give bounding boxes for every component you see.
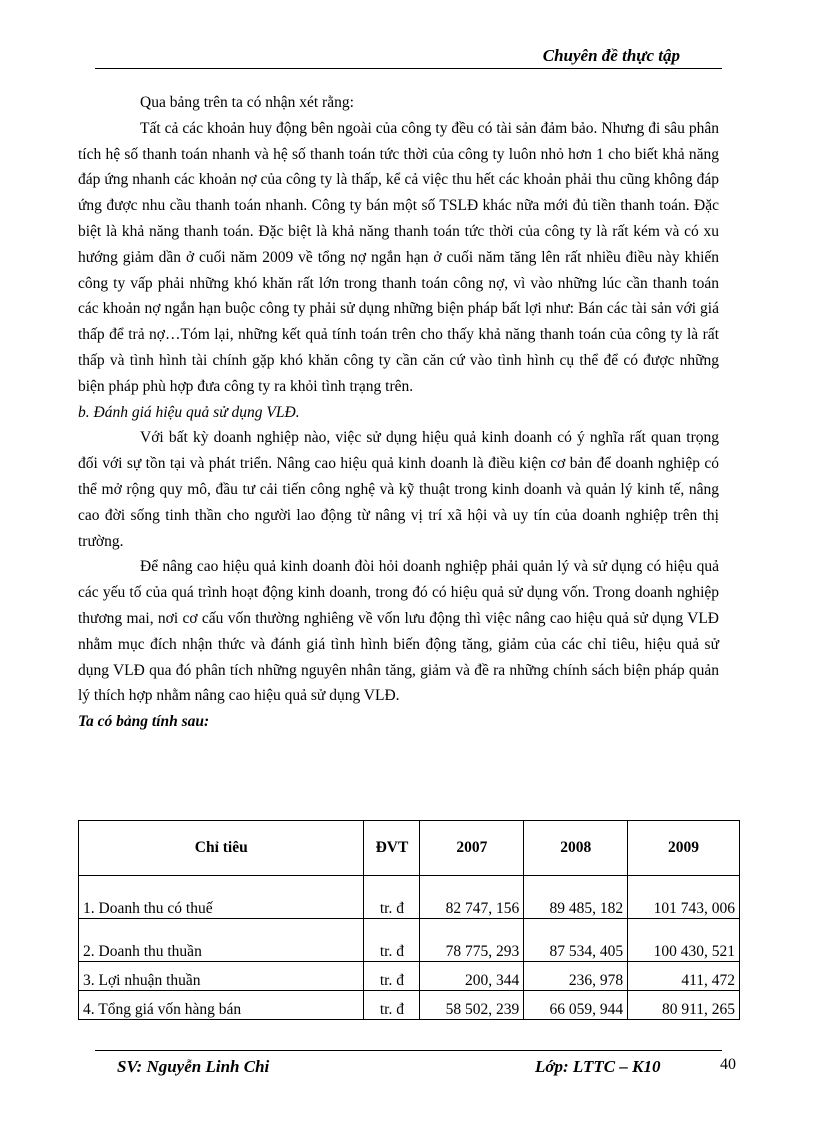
table-cell-unit: tr. đ (364, 876, 420, 919)
data-table (78, 820, 740, 1020)
table-row (79, 876, 740, 919)
table-cell-value: 87 534, 405 (524, 919, 628, 962)
column-header: Chỉ tiêu (79, 821, 364, 876)
header-title: Chuyên đề thực tập (542, 46, 680, 65)
table-cell-label: 4. Tổng giá vốn hàng bán (79, 991, 364, 1020)
table-cell-value: 89 485, 182 (524, 876, 628, 919)
table-cell-unit: tr. đ (364, 962, 420, 991)
page-number: 40 (720, 1056, 736, 1073)
page-footer (95, 1050, 722, 1076)
paragraph-efficiency-importance: Với bất kỳ doanh nghiệp nào, việc sử dụng hiệu quả kinh doanh có ý nghĩa rất quan trọng đối với sự tồn tại và phát triển. Nâng cao hiệu quả kinh doanh là điều kiện cơ bản để doanh nghiệp có thể mở rộng quy mô, đầu tư cải tiến công nghệ và kỹ thuật trong kinh doanh và quản lý kinh tế, nâng cao đời sống tinh thần cho người lao động từ nâng vị trí xã hội và uy tín của doanh nghiệp trên thị trường. (78, 429, 719, 550)
student-name: SV: Nguyễn Linh Chi (117, 1057, 270, 1076)
column-header: ĐVT (364, 821, 420, 876)
table-cell-value: 100 430, 521 (628, 919, 740, 962)
table-row (79, 919, 740, 962)
table-cell-value: 66 059, 944 (524, 991, 628, 1020)
table-cell-value: 200, 344 (420, 962, 524, 991)
table-header-row (79, 821, 740, 876)
table-cell-value: 101 743, 006 (628, 876, 740, 919)
table-cell-unit: tr. đ (364, 991, 420, 1020)
table-cell-value: 411, 472 (628, 962, 740, 991)
table-cell-value: 80 911, 265 (628, 991, 740, 1020)
table-cell-value: 236, 978 (524, 962, 628, 991)
table-cell-label: 1. Doanh thu có thuế (79, 876, 364, 919)
paragraph-intro: Qua bảng trên ta có nhận xét rằng: (140, 94, 354, 111)
page-header (95, 46, 722, 69)
paragraph-liquidity-analysis: Tất cả các khoản huy động bên ngoài của công ty đều có tài sản đảm bảo. Nhưng đi sâu phân tích hệ số thanh toán nhanh và hệ số thanh toán tức thời của công ty luôn nhỏ hơn 1 cho biết khả năng đáp ứng nhanh các khoản nợ của công ty là thấp, kể cả việc thu hết các khoản phải thu cũng không đáp ứng được nhu cầu thanh toán nhanh. Công ty bán một số TSLĐ khác nữa mới đủ tiền thanh toán. Đặc biệt là khả năng thanh toán. Đặc biệt là khả năng thanh toán tức thời của công ty là rất kém và có xu hướng giảm dần ở cuối năm 2009 về tổng nợ ngắn hạn ở cuối năm tăng lên rất nhiều điều này khiến công ty vấp phải những khó khăn rất lớn trong thanh toán công nợ, vì vào những lúc cần thanh toán các khoản nợ ngắn hạn buộc công ty phải sử dụng những biện pháp bất lợi như: Bán các tài sản với giá thấp để trả nợ…Tóm lại, những kết quả tính toán trên cho thấy khả năng thanh toán của công ty là rất thấp và tình hình tài chính gặp khó khăn công ty cần căn cứ vào tình hình cụ thể để có được những biện pháp phù hợp đưa công ty ra khỏi tình trạng trên. (78, 119, 719, 395)
table-cell-value: 82 747, 156 (420, 876, 524, 919)
class-label: Lớp: LTTC – K10 (535, 1057, 661, 1076)
column-header: 2009 (628, 821, 740, 876)
paragraph-capital-usage: Để nâng cao hiệu quả kinh doanh đòi hỏi doanh nghiệp phải quản lý và sử dụng có hiệu quả các yếu tố của quá trình hoạt động kinh doanh, trong đó có hiệu quả sử dụng vốn. Trong doanh nghiệp thương mai, nơi cơ cấu vốn thường nghiêng về vốn lưu động thì việc nâng cao hiệu quả sử dụng VLĐ nhằm mục đích nhận thức và đánh giá tình hình biến động tăng, giảm của các chỉ tiêu, hiệu quả sử dụng VLĐ qua đó phân tích những nguyên nhân tăng, giảm và đề ra những chính sách biện pháp quản lý thích hợp nhằm nâng cao hiệu quả sử dụng VLĐ. (78, 558, 719, 705)
section-subheading: b. Đánh giá hiệu quả sử dụng VLĐ. (78, 403, 300, 421)
table-cell-unit: tr. đ (364, 919, 420, 962)
table-cell-value: 58 502, 239 (420, 991, 524, 1020)
table-row (79, 991, 740, 1020)
document-body (78, 90, 719, 735)
table-cell-label: 2. Doanh thu thuần (79, 919, 364, 962)
column-header: 2008 (524, 821, 628, 876)
table-cell-label: 3. Lợi nhuận thuần (79, 962, 364, 991)
column-header: 2007 (420, 821, 524, 876)
table-caption: Ta có bảng tính sau: (78, 713, 210, 731)
table-cell-value: 78 775, 293 (420, 919, 524, 962)
table-row (79, 962, 740, 991)
